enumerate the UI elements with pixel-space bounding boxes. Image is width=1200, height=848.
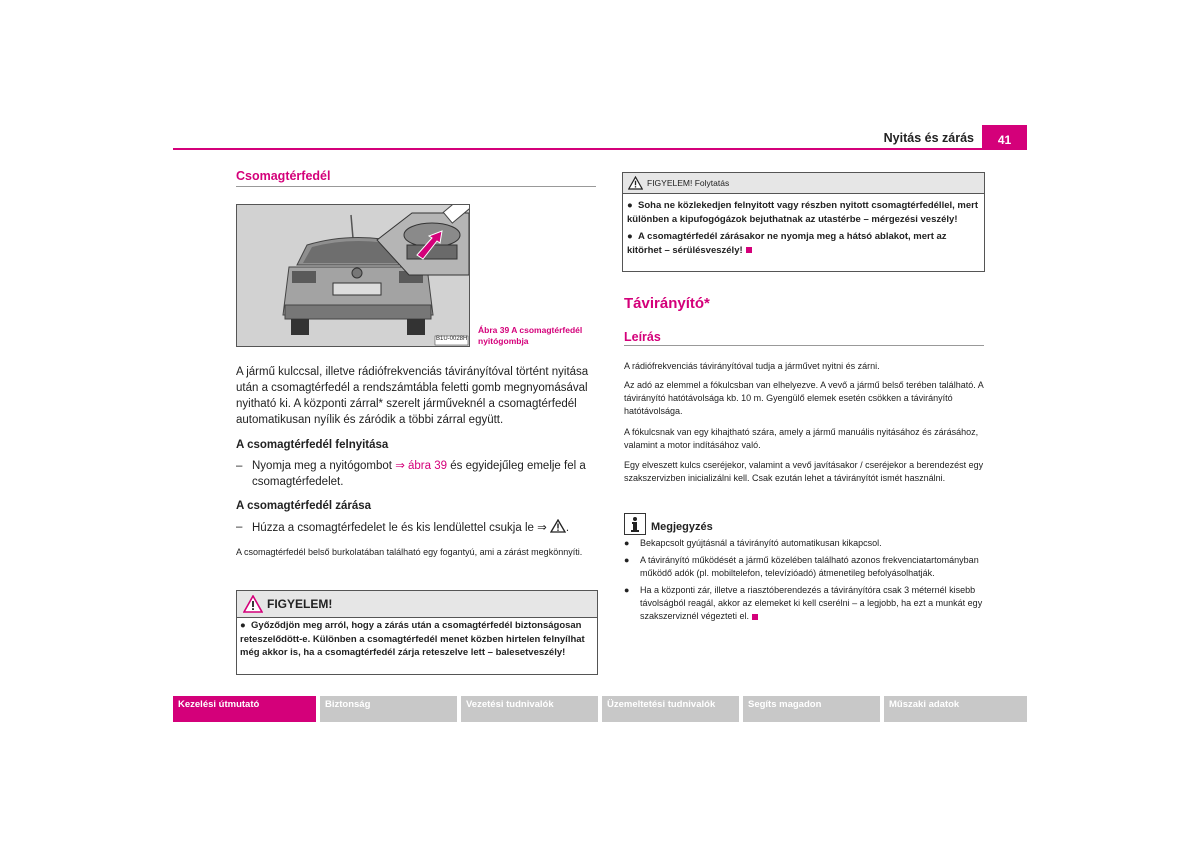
tab-self-help[interactable]: Segíts magadon [743,696,880,722]
close-subheading: A csomagtérfedél zárása [236,500,372,512]
warning-title: FIGYELEM! [267,597,333,611]
tab-technical-data[interactable]: Műszaki adatok [884,696,1027,722]
warning-triangle-icon[interactable] [550,519,566,533]
section-title: Csomagtérfedél [236,169,331,183]
handle-note: A csomagtérfedél belső burkolatában található egy fogantyú, ami a zárást megkönnyíti. [236,547,583,557]
figure-link[interactable]: ⇒ ábra 39 [395,460,448,472]
trunk-lid-figure [236,204,470,347]
intro-paragraph: A jármű kulccsal, illetve rádiófrekvenciás távirányítóval történt nyitása után a csomagtérfedél a rendszámtábla feletti gomb megnyomásával nyitható ki. A központi zárral* szerelt járműveknél a csomagtérfedél automatikusan nyílik és záródik a többi zárral együtt. [236,366,589,426]
warning-continued-text [627,199,981,257]
step-text-part: és egyidejűleg emelje fel a csomagtérfedelet. [252,460,586,488]
warning-header [237,591,597,618]
step-text [252,519,569,536]
open-step [236,458,600,490]
note-item-text: Bekapcsolt gyújtásnál a távirányító automatikusan kikapcsol. [640,538,882,548]
remote-heading: Távirányító* [624,295,710,312]
step-text [252,458,600,490]
step-text-part: Nyomja meg a nyitógombot [252,460,396,472]
warning-text [240,619,594,660]
figure-caption: Ábra 39 A csomagtérfedél nyitógombja [478,325,583,346]
warning-item: ● A csomagtérfedél zárásakor ne nyomja meg a hátsó ablakot, mert az kitörhet – sérülésveszély! [627,231,947,256]
close-step [236,519,600,536]
tab-operation-tips[interactable]: Üzemeltetési tudnivalók [602,696,739,722]
figure-code: B1U-0028H [436,336,468,342]
page-number: 41 [982,125,1027,149]
running-header-title: Nyitás és zárás [883,131,974,145]
header-rule [173,148,1027,150]
tab-safety[interactable]: Biztonság [320,696,457,722]
warning-triangle-icon [243,595,263,613]
note-item-text: A távirányító működését a jármű közelében található azonos frekvenciatartományban működő adók (pl. mobiltelefon, televízióadó) átmenetileg befolyásolhatják. [640,555,979,578]
description-subheading: Leírás [624,330,661,344]
car-rear-illustration [237,205,469,346]
note-item: ● Bekapcsolt gyújtásnál a távirányító automatikusan kikapcsol. [624,538,882,548]
end-marker-icon [752,614,758,620]
step-dash: – [236,521,243,533]
subheading-rule [624,345,984,346]
warning-box [236,590,598,675]
note-item-text: Ha a központi zár, illetve a riasztóberendezés a távirányítóra csak 3 méternél kisebb távolságból reagál, akkor az elemeket ki kell cserélni – a legjobb, ha ezt a munkát egy szakszerviznél végezteti el. [640,585,983,621]
warning-triangle-icon [628,176,643,190]
end-marker-icon [746,247,752,253]
note-list [624,537,984,627]
open-subheading: A csomagtérfedél felnyitása [236,439,389,451]
step-text-part: Húzza a csomagtérfedelet le és kis lendülettel csukja le ⇒ [252,522,550,534]
warning-continued-box [622,172,985,272]
warning-body-text: Győződjön meg arról, hogy a zárás után a csomagtérfedél biztonságosan reteszelődött-e. Különben a csomagtérfedél menet közben hirtelen felnyílhat még akkor is, ha a csomagtérfedél zárja reteszelve lett – balesetveszély! [240,620,585,658]
warning-item-text: Soha ne közlekedjen felnyitott vagy részben nyitott csomagtérfedéllel, mert különben a kipufogógázok bejuthatnak az utastérbe – mérgezési veszély! [627,200,979,225]
step-dash: – [236,460,243,472]
note-item: ● A távirányító működését a jármű közelében található azonos frekvenciatartományban működő adók (pl. mobiltelefon, televízióadó) átmenetileg befolyásolhatják. [624,554,984,580]
info-icon [624,513,646,535]
step-text-part: . [565,522,570,534]
warning-continued-title: FIGYELEM! Folytatás [647,178,730,188]
remote-paragraph: Az adó az elemmel a fókulcsban van elhelyezve. A vevő a jármű belső terében található. A távirányító hatótávolsága kb. 10 m. Gyengülő elemek esetén csökken a távirányító hatótávolsága. [624,380,984,416]
note-title: Megjegyzés [651,521,713,533]
remote-paragraph: Egy elveszett kulcs cseréjekor, valamint a vevő javításakor / cseréjekor a berendezést egy szakszervizben inicializálni kell. Csak ezután lehet a távirányítót ismét használni. [624,460,984,483]
chapter-tabs [173,696,1027,722]
section-rule [236,186,596,187]
warning-item: ● Soha ne közlekedjen felnyitott vagy részben nyitott csomagtérfedéllel, mert különben a kipufogógázok bejuthatnak az utastérbe – mérgezési veszély! [627,200,979,225]
warning-continued-header [623,173,984,194]
warning-item-text: A csomagtérfedél zárásakor ne nyomja meg a hátsó ablakot, mert az kitörhet – sérülésveszély! [627,231,947,256]
tab-driving-tips[interactable]: Vezetési tudnivalók [461,696,598,722]
bullet: ● [240,620,246,631]
tab-operating-manual[interactable]: Kezelési útmutató [173,696,316,722]
remote-paragraph: A rádiófrekvenciás távirányítóval tudja a járművet nyitni és zárni. [624,361,880,371]
remote-paragraph: A fókulcsnak van egy kihajtható szára, amely a jármű manuális nyitásához és zárásához, valamint a motor indításához való. [624,427,979,450]
note-item: ● Ha a központi zár, illetve a riasztóberendezés a távirányítóra csak 3 méternél kisebb távolságból reagál, akkor az elemeket ki kell cserélni – a legjobb, ha ezt a munkát egy szakszerviznél végezteti el. [624,585,983,621]
